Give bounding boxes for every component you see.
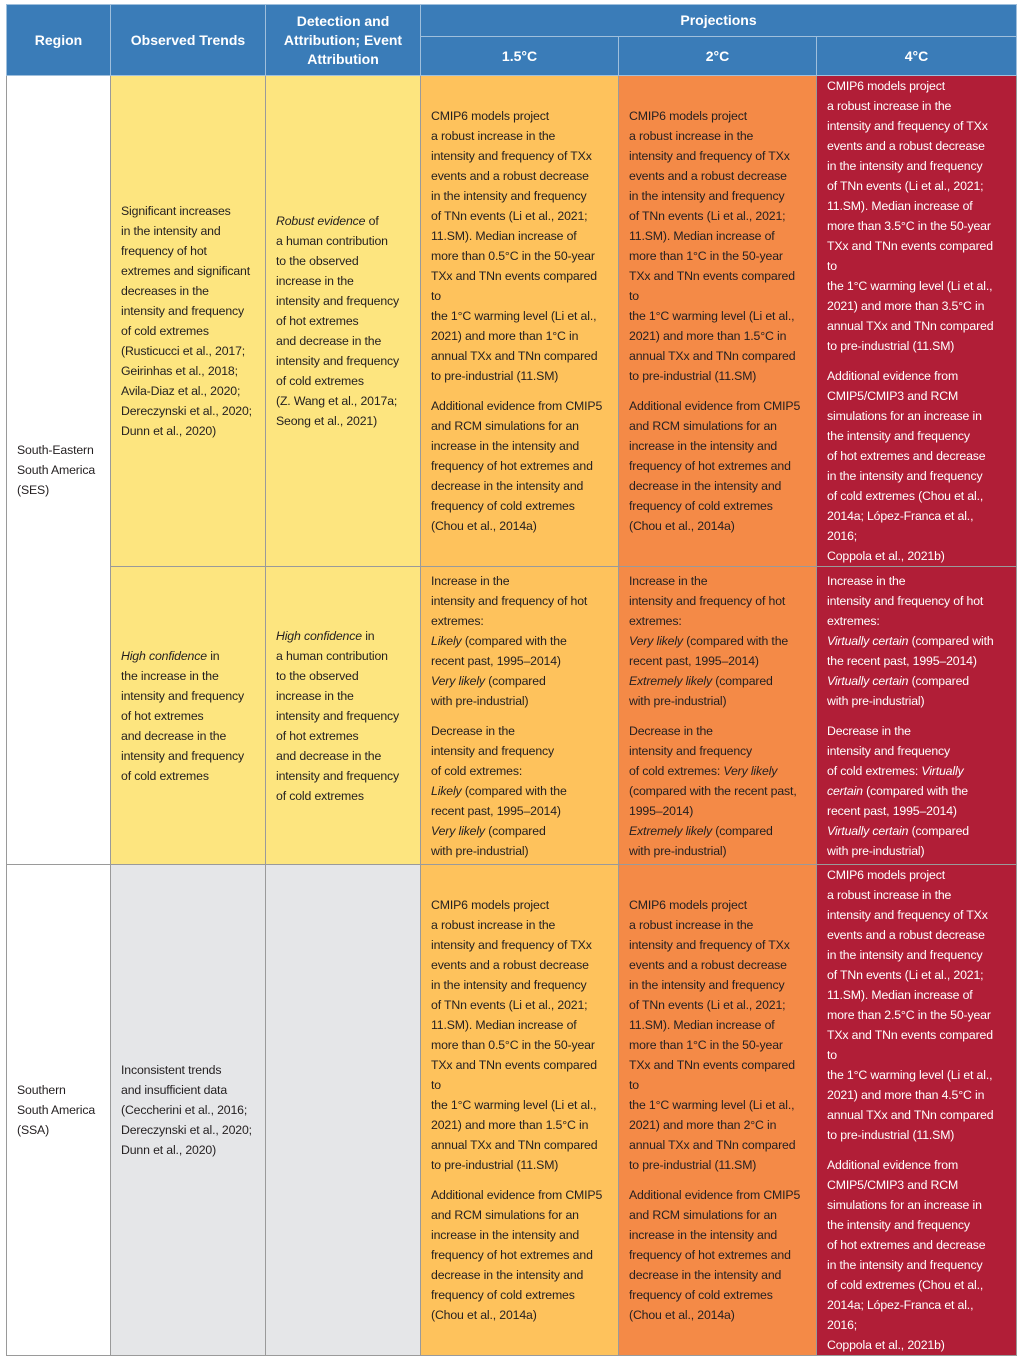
table-row-ses-confidence: [7, 567, 1017, 865]
hot-extremes-text: Increase in the intensity and frequency of hot extremes: Virtually certain (compared with the recent past, 1995–2014) Virtually certain (compared with pre-industrial): [827, 573, 994, 708]
projection-additional-text: Additional evidence from CMIP5 and RCM simulations for an increase in the intensity and frequency of hot extremes and decrease in the intensity and frequency of cold extremes (Chou et al., 2014a): [629, 1188, 801, 1322]
observed-text: Inconsistent trends and insufficient data (Ceccherini et al., 2016; Dereczynski et al., 2020; Dunn et al., 2020): [121, 1063, 252, 1157]
projection-1-5c-cell: [421, 567, 619, 865]
header-region: Region: [7, 5, 111, 76]
region-label: Southern South America (SSA): [17, 1083, 96, 1137]
header-projection-1-5c: 1.5°C: [421, 37, 619, 76]
observed-text: Significant increases in the intensity and frequency of hot extremes and significant decreases in the intensity and frequency of cold extremes (Rusticucci et al., 2017; Geirinhas et al., 2018; Avila-Diaz et al., 2020; Dereczynski et al., 2020; Dunn et al., 2020): [121, 204, 252, 438]
header-projection-2c: 2°C: [619, 37, 817, 76]
detection-attribution-cell: [266, 567, 421, 865]
detection-attribution-cell-empty: [266, 865, 421, 1356]
cold-extremes-text: Decrease in the intensity and frequency of cold extremes: Very likely (compared with the recent past, 1995–2014) Extremely likely (compared with pre-industrial): [629, 723, 797, 858]
assessment-table-container: [6, 4, 1017, 1356]
header-detection-attribution: Detection and Attribution; Event Attribution: [266, 5, 421, 76]
observed-trends-cell: [111, 76, 266, 567]
projection-4c-cell: [817, 567, 1017, 865]
detection-text: High confidence in a human contribution to the observed increase in the intensity and frequency of hot extremes and decrease in the intensity and frequency of cold extremes: [276, 628, 400, 803]
projection-cmip6-text: CMIP6 models project a robust increase in the intensity and frequency of TXx events and a robust decrease in the intensity and frequency of TNn events (Li et al., 2021; 11.SM). Median increase of more than 0.5°C in the 50-year TXx and TNn events compared to the 1°C warming level (Li et al., 2021) and more than 1°C in annual TXx and TNn compared to pre-industrial (11.SM): [431, 109, 598, 383]
projection-4c-cell: [817, 76, 1017, 567]
projection-1-5c-cell: [421, 865, 619, 1356]
projection-cmip6-text: CMIP6 models project a robust increase in the intensity and frequency of TXx events and a robust decrease in the intensity and frequency of TNn events (Li et al., 2021; 11.SM). Median increase of more than 3.5°C in the 50-year TXx and TNn events compared to the 1°C warming level (Li et al., 2021) and more than 3.5°C in annual TXx and TNn compared to pre-industrial (11.SM): [827, 79, 994, 353]
table-row-ses-evidence: [7, 76, 1017, 567]
observed-trends-cell: [111, 567, 266, 865]
table-row-ssa: [7, 865, 1017, 1356]
projection-4c-cell: [817, 865, 1017, 1356]
projection-additional-text: Additional evidence from CMIP5/CMIP3 and RCM simulations for an increase in the intensity and frequency of hot extremes and decrease in the intensity and frequency of cold extremes (Chou et al., 2014a; López-Franca et al., 2016; Coppola et al., 2021b): [827, 369, 986, 563]
hot-extremes-text: Increase in the intensity and frequency of hot extremes: Likely (compared with the recent past, 1995–2014) Very likely (compared with pre-industrial): [431, 573, 588, 708]
header-projections: Projections: [421, 5, 1017, 37]
cold-extremes-text: Decrease in the intensity and frequency of cold extremes: Virtually certain (compared with the recent past, 1995–2014) Virtually certain (compared with pre-industrial): [827, 723, 969, 858]
detection-text: Robust evidence of a human contribution to the observed increase in the intensity and frequency of hot extremes and decrease in the intensity and frequency of cold extremes (Z. Wang et al., 2017a; Seong et al., 2021): [276, 214, 400, 428]
observed-text: High confidence in the increase in the intensity and frequency of hot extremes and decrease in the intensity and frequency of cold extremes: [121, 648, 245, 783]
projection-cmip6-text: CMIP6 models project a robust increase in the intensity and frequency of TXx events and a robust decrease in the intensity and frequency of TNn events (Li et al., 2021; 11.SM). Median increase of more than 0.5°C in the 50-year TXx and TNn events compared to the 1°C warming level (Li et al., 2021) and more than 1.5°C in annual TXx and TNn compared to pre-industrial (11.SM): [431, 898, 598, 1172]
projection-cmip6-text: CMIP6 models project a robust increase in the intensity and frequency of TXx events and a robust decrease in the intensity and frequency of TNn events (Li et al., 2021; 11.SM). Median increase of more than 2.5°C in the 50-year TXx and TNn events compared to the 1°C warming level (Li et al., 2021) and more than 4.5°C in annual TXx and TNn compared to pre-industrial (11.SM): [827, 868, 994, 1142]
region-label: South-Eastern South America (SES): [17, 443, 96, 497]
hot-extremes-text: Increase in the intensity and frequency of hot extremes: Very likely (compared with the recent past, 1995–2014) Extremely likely (compared with pre-industrial): [629, 573, 789, 708]
region-ses: [7, 76, 111, 865]
assessment-table: [6, 4, 1017, 1356]
projection-2c-cell: [619, 76, 817, 567]
projection-additional-text: Additional evidence from CMIP5 and RCM simulations for an increase in the intensity and frequency of hot extremes and decrease in the intensity and frequency of cold extremes (Chou et al., 2014a): [629, 399, 801, 533]
observed-trends-cell: [111, 865, 266, 1356]
projection-1-5c-cell: [421, 76, 619, 567]
region-ssa: [7, 865, 111, 1356]
header-projection-4c: 4°C: [817, 37, 1017, 76]
header-observed-trends: Observed Trends: [111, 5, 266, 76]
projection-cmip6-text: CMIP6 models project a robust increase in the intensity and frequency of TXx events and a robust decrease in the intensity and frequency of TNn events (Li et al., 2021; 11.SM). Median increase of more than 1°C in the 50-year TXx and TNn events compared to the 1°C warming level (Li et al., 2021) and more than 2°C in annual TXx and TNn compared to pre-industrial (11.SM): [629, 898, 796, 1172]
projection-2c-cell: [619, 865, 817, 1356]
projection-additional-text: Additional evidence from CMIP5 and RCM simulations for an increase in the intensity and frequency of hot extremes and decrease in the intensity and frequency of cold extremes (Chou et al., 2014a): [431, 399, 603, 533]
detection-attribution-cell: [266, 76, 421, 567]
projection-2c-cell: [619, 567, 817, 865]
projection-cmip6-text: CMIP6 models project a robust increase in the intensity and frequency of TXx events and a robust decrease in the intensity and frequency of TNn events (Li et al., 2021; 11.SM). Median increase of more than 1°C in the 50-year TXx and TNn events compared to the 1°C warming level (Li et al., 2021) and more than 1.5°C in annual TXx and TNn compared to pre-industrial (11.SM): [629, 109, 796, 383]
cold-extremes-text: Decrease in the intensity and frequency of cold extremes: Likely (compared with the recent past, 1995–2014) Very likely (compared with pre-industrial): [431, 723, 567, 858]
projection-additional-text: Additional evidence from CMIP5/CMIP3 and RCM simulations for an increase in the intensity and frequency of hot extremes and decrease in the intensity and frequency of cold extremes (Chou et al., 2014a; López-Franca et al., 2016; Coppola et al., 2021b): [827, 1158, 986, 1352]
projection-additional-text: Additional evidence from CMIP5 and RCM simulations for an increase in the intensity and frequency of hot extremes and decrease in the intensity and frequency of cold extremes (Chou et al., 2014a): [431, 1188, 603, 1322]
